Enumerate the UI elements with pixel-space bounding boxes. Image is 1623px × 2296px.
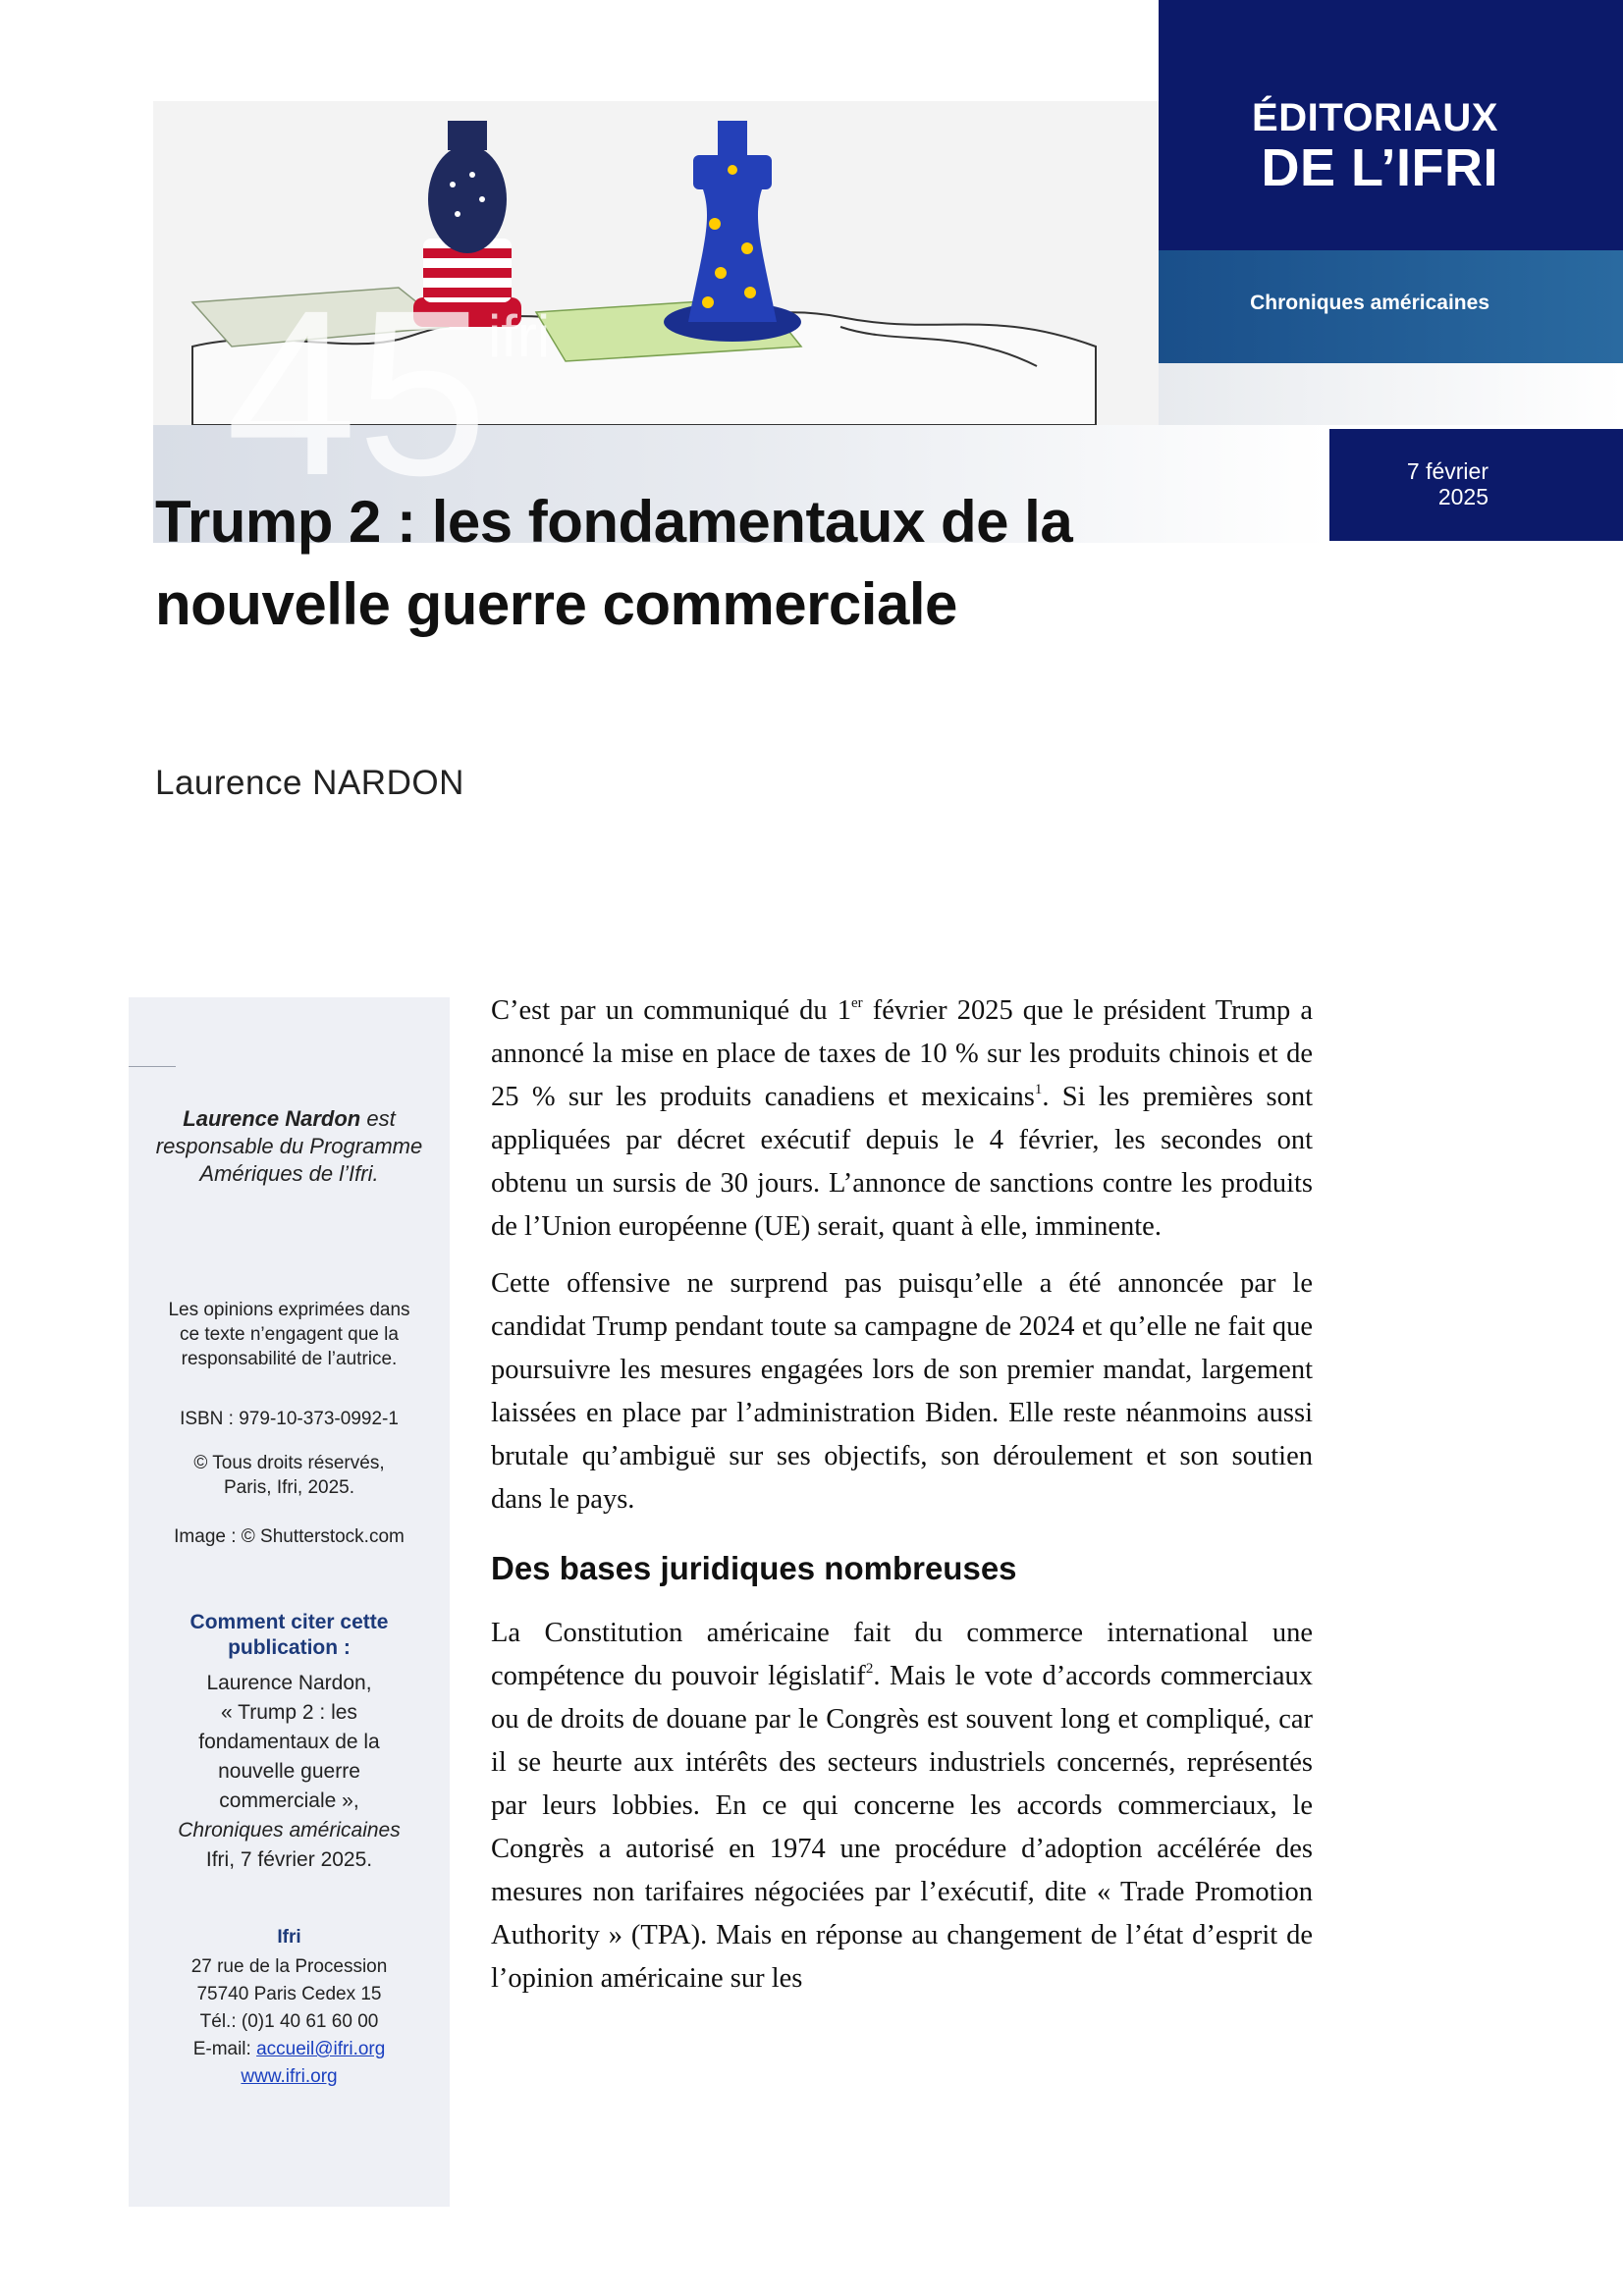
cite-heading: Comment citer cette publication : — [189, 1611, 389, 1659]
ifri-heading: Ifri — [277, 1927, 301, 1948]
section-banner — [1159, 250, 1623, 363]
sidebar-divider — [129, 1066, 176, 1067]
anniversary-mark: $45^{ifri}$ — [226, 261, 551, 524]
paragraph-2: Cette offensive ne surprend pas puisqu’elle a été annoncée par le candidat Trump pendant toute sa campagne de 2024 et qu’elle ne fait que poursuivre les mesures engagées lors de son premier mandat, largement laissées en place par l’administration Biden. Elle reste néanmoins aussi brutale qu’ambiguë sur ses objectifs, son déroulement et son soutien dans le pays. — [491, 1268, 1313, 1515]
date-year: 2025 — [1437, 484, 1488, 509]
isbn: ISBN : 979-10-373-0992-1 — [180, 1409, 399, 1429]
section-label: Chroniques américaines — [1250, 292, 1489, 314]
author-name: Laurence NARDON — [155, 764, 464, 802]
ifri-address: 27 rue de la Procession 75740 Paris Cedex 15 Tél.: (0)1 40 61 60 00 E-mail: accueil@ifri.org www.ifri.org — [190, 1956, 388, 2087]
date-day-month: 7 février — [1406, 458, 1488, 484]
disclaimer: Les opinions exprimées dans ce texte n’engagent que la responsabilité de l’autrice. — [168, 1300, 410, 1369]
footnote-ref-2[interactable]: 2 — [865, 1661, 874, 1677]
series-title-line1: ÉDITORIAUX — [1252, 96, 1498, 139]
sidebar — [129, 997, 450, 2207]
author-bio: Laurence Nardon est responsable du Programme Amériques de l’Ifri. — [155, 1106, 423, 1186]
section-heading: Des bases juridiques nombreuses — [491, 1550, 1017, 1586]
email-link[interactable]: accueil@ifri.org — [256, 2039, 386, 2059]
series-banner — [1159, 0, 1623, 250]
citation: Laurence Nardon, « Trump 2 : les fondamentaux de la nouvelle guerre commerciale », Chroniques américaines Ifri, 7 février 2025. — [178, 1672, 401, 1871]
date-box — [1329, 429, 1623, 541]
website-link[interactable]: www.ifri.org — [241, 2066, 338, 2087]
image-credit: Image : © Shutterstock.com — [174, 1526, 405, 1547]
copyright: © Tous droits réservés, Paris, Ifri, 2025. — [193, 1453, 385, 1498]
paragraph-3: La Constitution américaine fait du commerce international une compétence du pouvoir législatif$^2$. Mais le vote d’accords commerciaux ou de droits de douane par le Congrès est souvent long et compliqué, car il se heurte aux intérêts des secteurs industriels concernés, représentés par leurs lobbies. En ce qui concerne les accords commerciaux, le Congrès a autorisé en 1974 une procédure d’adoption accélérée des mesures non tarifaires négociées par l’exécutif, dite « Trade Promotion Authority » (TPA). Mais en réponse au changement de l’état d’esprit de l’opinion américaine sur les — [491, 1618, 1313, 1994]
page-title: Trump 2 : les fondamentaux de la nouvelle guerre commerciale — [155, 489, 1073, 637]
series-title-line2: DE L’IFRI — [1261, 138, 1498, 197]
article-body — [491, 989, 1313, 2014]
header-band-upper — [1159, 363, 1623, 425]
footnote-ref-1[interactable]: 1 — [1034, 1082, 1043, 1097]
paragraph-1: C’est par un communiqué du 1er février 2025 que le président Trump a annoncé la mise en place de taxes de 10 % sur les produits chinois et de 25 % sur les produits canadiens et mexicains$^1$. Si les premières sont appliquées par décret exécutif depuis le 4 février, les secondes ont obtenu un sursis de 30 jours. L’annonce de sanctions contre les produits de l’Union européenne (UE) serait, quant à elle, imminente. — [491, 995, 1314, 1242]
